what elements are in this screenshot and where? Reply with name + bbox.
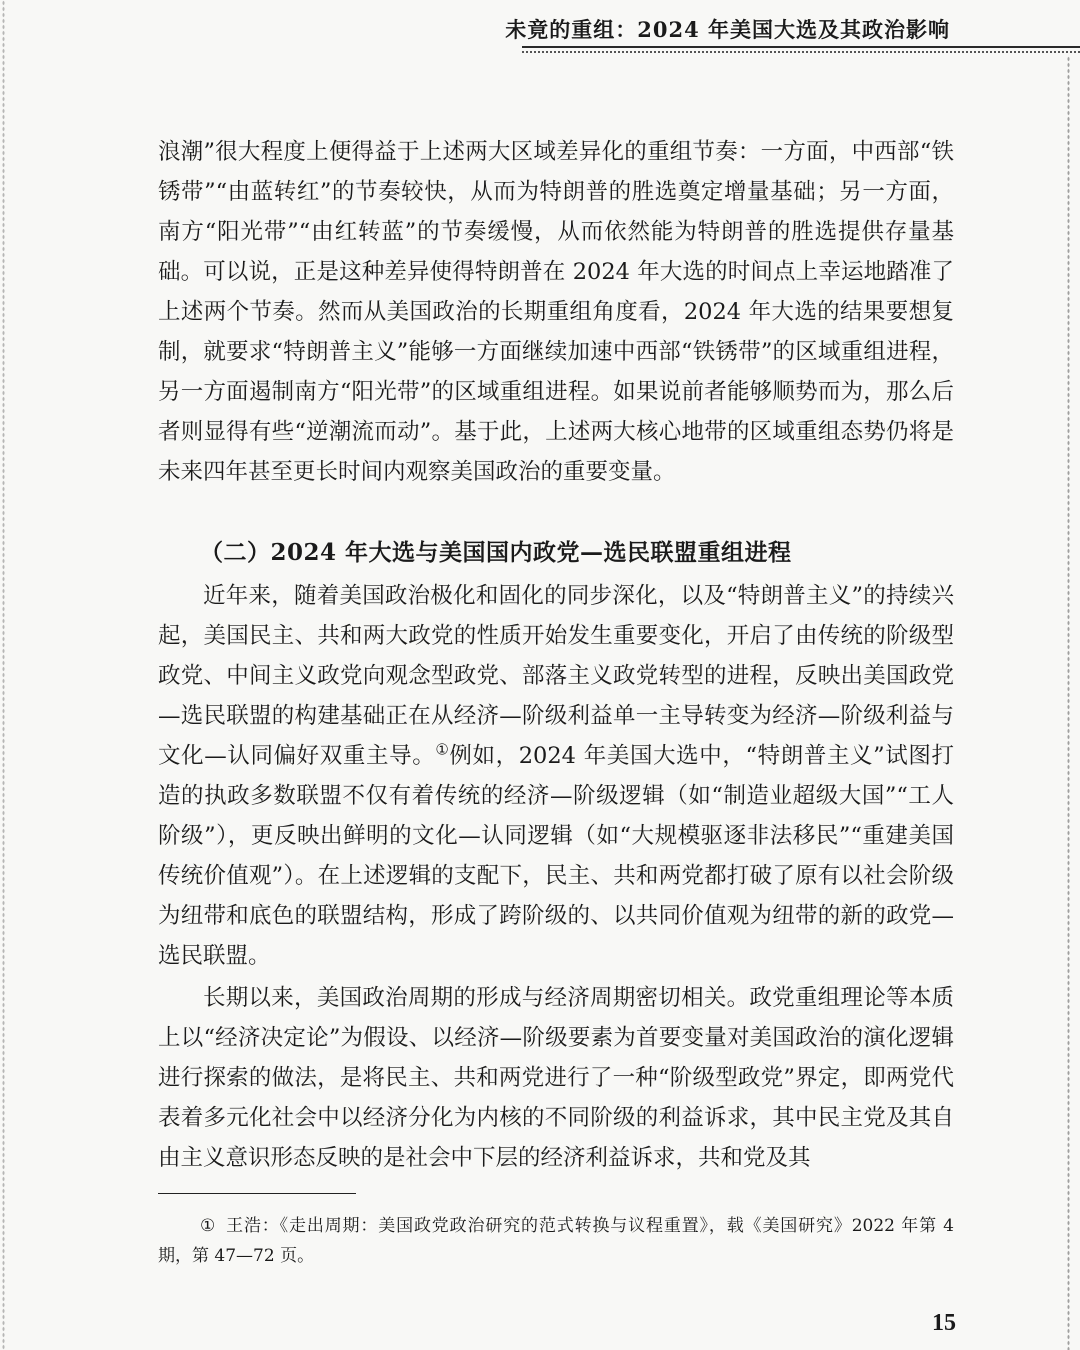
paragraph-2-text-b: 例如，2024 年美国大选中，“特朗普主义”试图打造的执政多数联盟不仅有着传统的经济—阶级逻辑（如“制造业超级大国”“工人阶级”），更反映出鲜明的文化—认同逻辑（如“大规模驱逐非法移民”“重建美国传统价值观”）。在上述逻辑的支配下，民主、共和两党都打破了原有以社会阶级为纽带和底色的联盟结构，形成了跨阶级的、以共同价值观为纽带的新的政党—选民联盟。 xyxy=(158,743,954,969)
scan-edge-left xyxy=(2,0,5,1350)
paragraph-2-text-a: 近年来，随着美国政治极化和固化的同步深化，以及“特朗普主义”的持续兴起，美国民主、共和两大政党的性质开始发生重要变化，开启了由传统的阶级型政党、中间主义政党向观念型政党、部落主义政党转型的进程，反映出美国政党—选民联盟的构建基础正在从经济—阶级利益单一主导转变为经济—阶级利益与文化—认同偏好双重主导。 xyxy=(158,583,954,769)
paragraph-2 xyxy=(158,576,954,976)
footnote xyxy=(158,1211,954,1271)
footnote-reference[interactable]: ① xyxy=(435,740,450,759)
paragraph-3-text: 长期以来，美国政治周期的形成与经济周期密切相关。政党重组理论等本质上以“经济决定论”为假设、以经济—阶级要素为首要变量对美国政治的演化逻辑进行探索的做法，是将民主、共和两党进行了一种“阶级型政党”界定，即两党代表着多元化社会中以经济分化为内核的不同阶级的利益诉求，其中民主党及其自由主义意识形态反映的是社会中下层的经济利益诉求，共和党及其 xyxy=(158,985,954,1171)
section-title: （二）2024 年大选与美国国内政党—选民联盟重组进程 xyxy=(200,539,792,566)
header-rule xyxy=(522,46,1080,54)
scan-edge-right xyxy=(1067,56,1070,1350)
footnote-text: 王浩：《走出周期：美国政党政治研究的范式转换与议程重置》，载《美国研究》2022 年第 4 期，第 47—72 页。 xyxy=(158,1216,954,1266)
page-number: 15 xyxy=(932,1310,956,1336)
paragraph-3 xyxy=(158,978,954,1178)
footnote-divider xyxy=(158,1193,356,1194)
paragraph-1-text: 浪潮”很大程度上便得益于上述两大区域差异化的重组节奏：一方面，中西部“铁锈带”“由蓝转红”的节奏较快，从而为特朗普的胜选奠定增量基础；另一方面，南方“阳光带”“由红转蓝”的节奏缓慢，从而依然能为特朗普的胜选提供存量基础。可以说，正是这种差异使得特朗普在 2024 年大选的时间点上幸运地踏准了上述两个节奏。然而从美国政治的长期重组角度看，2024 年大选的结果要想复制，就要求“特朗普主义”能够一方面继续加速中西部“铁锈带”的区域重组进程，另一方面遏制南方“阳光带”的区域重组进程。如果说前者能够顺势而为，那么后者则显得有些“逆潮流而动”。基于此，上述两大核心地带的区域重组态势仍将是未来四年甚至更长时间内观察美国政治的重要变量。 xyxy=(158,139,954,485)
footnote-mark: ① xyxy=(200,1216,217,1236)
paragraph-1 xyxy=(158,132,954,492)
running-header: 未竟的重组：2024 年美国大选及其政治影响 xyxy=(505,17,950,42)
